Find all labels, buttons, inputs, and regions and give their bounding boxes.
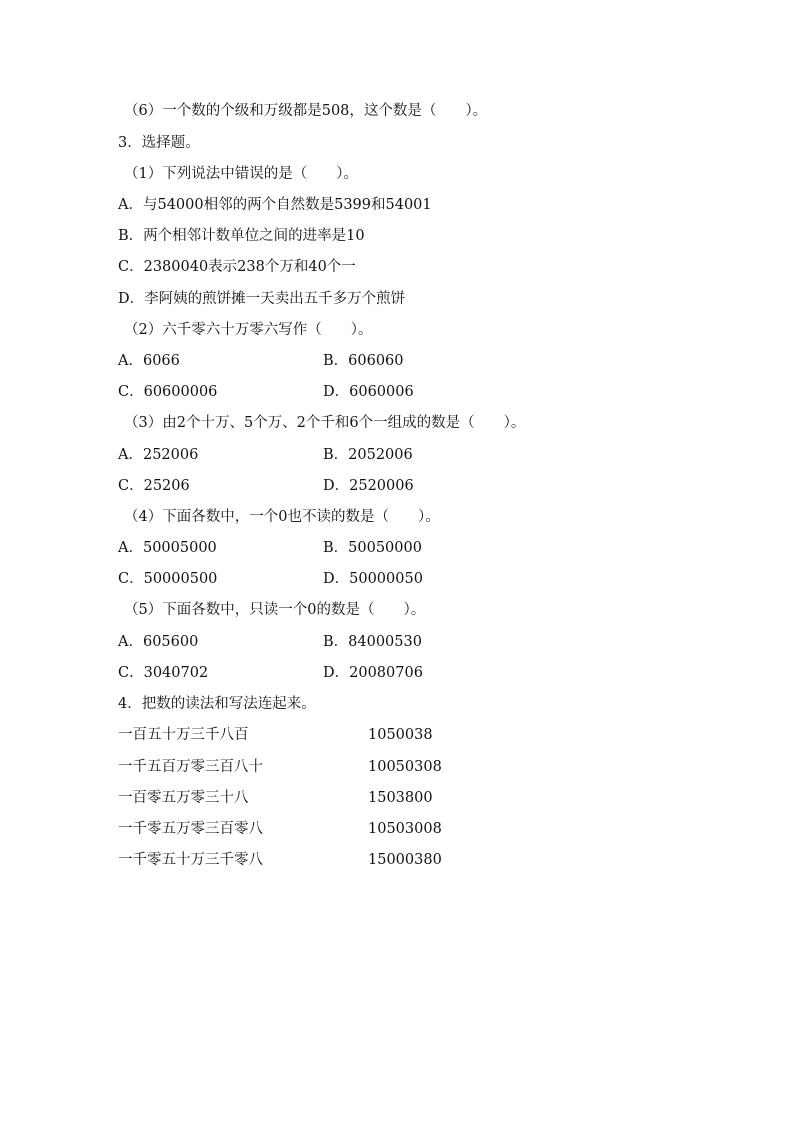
q1-option-a: A．与54000相邻的两个自然数是5399和54001	[118, 197, 432, 213]
q2-stem: （2）六千零六十万零六写作（ ）。	[124, 322, 373, 338]
q4-stem: （4）下面各数中，一个0也不读的数是（ ）。	[124, 509, 440, 525]
q1-option-d: D．李阿姨的煎饼摊一天卖出五千多万个煎饼	[118, 291, 406, 307]
matching-reading-4: 一千零五万零三百零八	[118, 821, 263, 837]
q5-option-c: C．3040702	[118, 665, 209, 681]
q4-options-row-1	[118, 537, 718, 559]
matching-row-3	[118, 787, 718, 809]
q2-option-c: C．60600006	[118, 384, 218, 400]
q4-option-c: C．50000500	[118, 571, 218, 587]
q3-stem: （3）由2个十万、5个万、2个千和6个一组成的数是（ ）。	[124, 415, 526, 431]
q5-options-row-1	[118, 631, 718, 653]
q3-option-c: C．25206	[118, 478, 190, 494]
q5-options-row-2	[118, 662, 718, 684]
q3-option-b: B．2052006	[323, 447, 413, 463]
q5-stem: （5）下面各数中，只读一个0的数是（ ）。	[124, 602, 426, 618]
q3-option-d: D．2520006	[323, 478, 414, 494]
q2-option-b: B．606060	[323, 353, 404, 369]
section-4-title: 4．把数的读法和写法连起来。	[118, 696, 316, 712]
section-3-title: 3．选择题。	[118, 135, 200, 151]
q4-options-row-2	[118, 568, 718, 590]
matching-row-2	[118, 756, 718, 778]
q2-options-row-1	[118, 350, 718, 372]
q4-option-a: A．50005000	[118, 540, 217, 556]
q2-option-a: A．6066	[118, 353, 180, 369]
matching-number-3: 1503800	[368, 790, 433, 806]
q5-option-d: D．20080706	[323, 665, 423, 681]
matching-number-1: 1050038	[368, 727, 433, 743]
q1-stem: （1）下列说法中错误的是（ ）。	[124, 166, 358, 182]
q2-options-row-2	[118, 381, 718, 403]
matching-number-2: 10050308	[368, 759, 442, 775]
q4-option-d: D．50000050	[323, 571, 423, 587]
q2-option-d: D．6060006	[323, 384, 414, 400]
matching-reading-1: 一百五十万三千八百	[118, 727, 249, 743]
question-item-6: （6）一个数的个级和万级都是508，这个数是（ ）。	[124, 103, 488, 119]
q5-option-a: A．605600	[118, 634, 199, 650]
q1-option-c: C．2380040表示238个万和40个一	[118, 259, 356, 275]
matching-number-5: 15000380	[368, 852, 442, 868]
matching-reading-3: 一百零五万零三十八	[118, 790, 249, 806]
matching-reading-5: 一千零五十万三千零八	[118, 852, 263, 868]
q1-option-b: B．两个相邻计数单位之间的进率是10	[118, 228, 365, 244]
matching-row-1	[118, 724, 718, 746]
matching-row-4	[118, 818, 718, 840]
q3-option-a: A．252006	[118, 447, 199, 463]
matching-row-5	[118, 849, 718, 871]
matching-number-4: 10503008	[368, 821, 442, 837]
q3-options-row-1	[118, 444, 718, 466]
matching-reading-2: 一千五百万零三百八十	[118, 759, 263, 775]
q4-option-b: B．50050000	[323, 540, 422, 556]
q5-option-b: B．84000530	[323, 634, 422, 650]
q3-options-row-2	[118, 475, 718, 497]
